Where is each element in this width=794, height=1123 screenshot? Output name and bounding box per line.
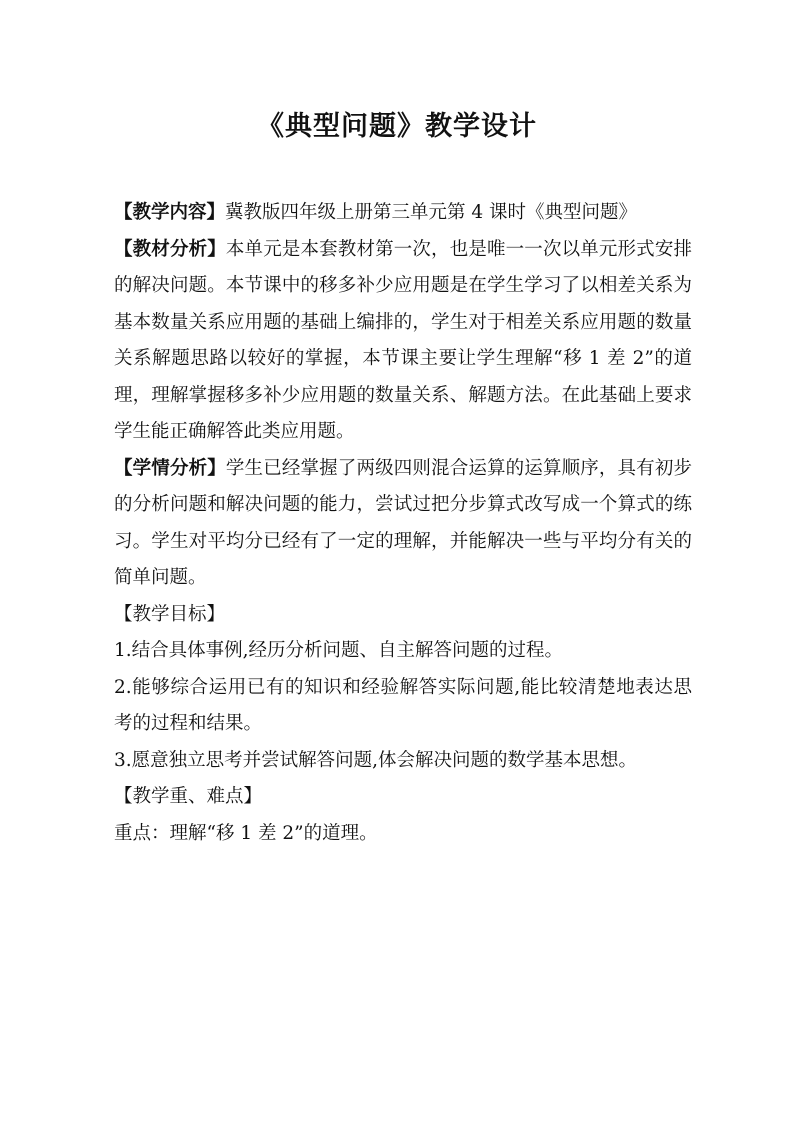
objective-item-3: 3.愿意独立思考并尝试解答问题,体会解决问题的数学基本思想。 xyxy=(114,749,638,771)
key-points-heading: 【教学重、难点】 xyxy=(114,786,263,807)
student-analysis-paragraph xyxy=(114,451,692,597)
student-analysis-heading: 【学情分析】 xyxy=(114,457,226,479)
objective-item-2: 2.能够综合运用已有的知识和经验解答实际问题,能比较清楚地表达思考的过程和结果。 xyxy=(114,676,692,734)
key-point-text: 重点：理解“移 1 差 2”的道理。 xyxy=(114,822,378,844)
teaching-content-heading: 【教学内容】 xyxy=(114,202,226,223)
teaching-content-paragraph xyxy=(114,195,692,232)
student-analysis-text: 学生已经掌握了两级四则混合运算的运算顺序，具有初步的分析问题和解决问题的能力，尝试过把分步算式改写成一个算式的练习。学生对平均分已经有了一定的理解，并能解决一些与平均分有关的简单问题。 xyxy=(114,457,692,588)
textbook-analysis-text: 本单元是本套教材第一次，也是唯一一次以单元形式安排的解决问题。本节课中的移多补少应用题是在学生学习了以相差关系为基本数量关系应用题的基础上编排的，学生对于相差关系应用题的数量关系解题思路以较好的掌握，本节课主要让学生理解“移 1 差 2”的道理，理解掌握移多补少应用题的数量关系、解题方法。在此基础上要求学生能正确解答此类应用题。 xyxy=(114,238,692,442)
document-title: 《典型问题》教学设计 xyxy=(257,111,537,142)
teaching-content-text: 冀教版四年级上册第三单元第 4 课时《典型问题》 xyxy=(225,202,638,223)
textbook-analysis-heading: 【教材分析】 xyxy=(114,238,226,260)
textbook-analysis-paragraph xyxy=(114,232,692,451)
objective-item-1: 1.结合具体事例,经历分析问题、自主解答问题的过程。 xyxy=(114,640,564,661)
objectives-heading: 【教学目标】 xyxy=(114,603,226,625)
document-body xyxy=(114,195,692,852)
